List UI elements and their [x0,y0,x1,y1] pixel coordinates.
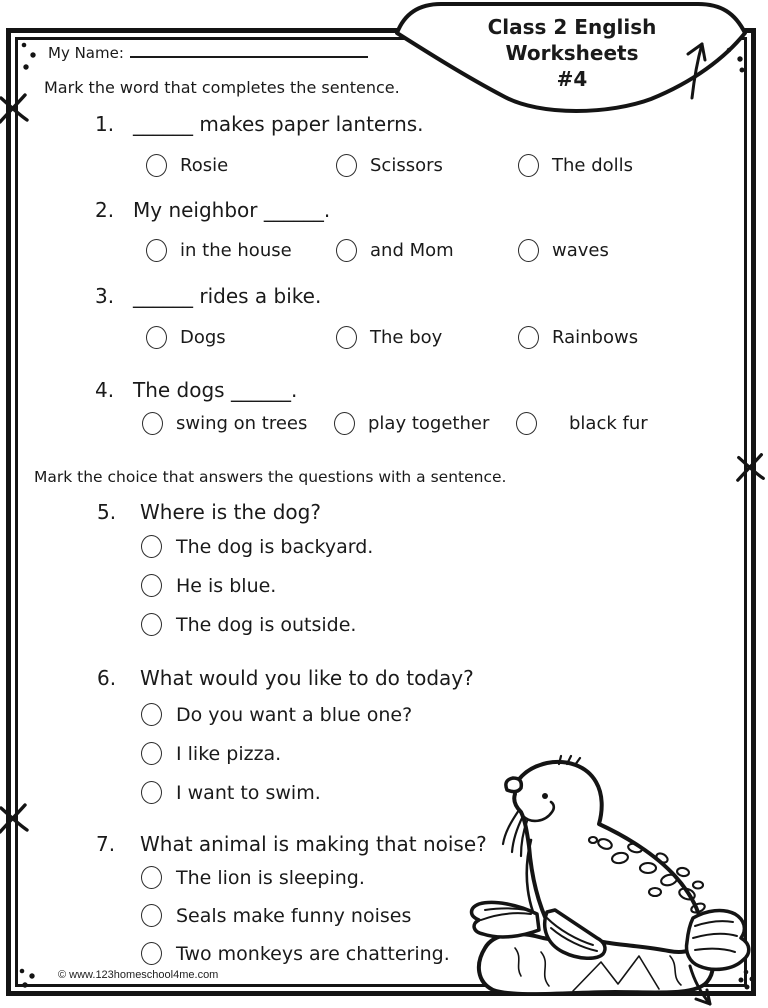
question-text: ______ makes paper lanterns. [133,112,424,136]
option [146,239,292,262]
option-bubble[interactable] [141,574,162,597]
x-mark-icon [0,90,32,126]
option [334,412,489,435]
dots-decoration [18,966,38,990]
option-label: swing on trees [176,413,308,434]
option-label: The lion is sleeping. [176,866,365,889]
option-label: The dog is outside. [176,613,357,636]
question-text: The dogs ______. [133,378,298,402]
option [146,154,228,177]
option-bubble[interactable] [141,942,162,965]
option-label: Rosie [180,155,229,176]
title-line1: Class 2 English [487,15,657,39]
option-label: Scissors [370,155,443,176]
copyright-text: © www.123homeschool4me.com [58,969,219,981]
worksheet-title [428,14,716,92]
option-label: waves [552,240,609,261]
section2-instruction: Mark the choice that answers the questions with a sentence. [34,468,507,486]
title-line3: #4 [556,67,588,91]
option-bubble[interactable] [336,154,357,177]
question-number: 7. [96,832,116,856]
question-number: 2. [95,198,115,222]
option-bubble[interactable] [518,154,539,177]
option-bubble[interactable] [518,326,539,349]
option-label: He is blue. [176,574,277,597]
option-label: Dogs [180,327,226,348]
option-bubble[interactable] [336,239,357,262]
option [516,412,648,435]
option [141,904,411,927]
option-label: and Mom [370,240,454,261]
option [141,535,373,558]
option-bubble[interactable] [146,239,167,262]
seal-illustration [455,752,755,994]
name-label: My Name: [48,44,124,62]
question-number: 6. [97,666,117,690]
option-bubble[interactable] [146,326,167,349]
option [336,239,454,262]
option-label: I want to swim. [176,781,321,804]
option [141,742,281,765]
option-bubble[interactable] [141,742,162,765]
option-label: The boy [370,327,443,348]
option-bubble[interactable] [142,412,163,435]
option-bubble[interactable] [141,866,162,889]
arrow-down-icon [672,962,724,1008]
question-number: 4. [95,378,115,402]
option-bubble[interactable] [141,703,162,726]
option-label: The dog is backyard. [176,535,374,558]
option-bubble[interactable] [516,412,537,435]
option [518,154,633,177]
question-number: 3. [95,284,115,308]
name-field [48,42,368,62]
option-label: Do you want a blue one? [176,703,413,726]
option [146,326,226,349]
option-label: black fur [569,413,648,434]
option-bubble[interactable] [141,535,162,558]
option [141,613,356,636]
option [141,866,365,889]
dots-decoration [736,968,756,992]
option-bubble[interactable] [518,239,539,262]
option-label: play together [368,413,490,434]
option-bubble[interactable] [141,781,162,804]
option [336,326,442,349]
option [518,239,609,262]
question-text: ______ rides a bike. [133,284,322,308]
question-number: 1. [95,112,115,136]
section1-instruction: Mark the word that completes the sentence. [44,78,400,97]
option [141,781,321,804]
option [518,326,638,349]
x-mark-icon [0,800,32,836]
question-text: Where is the dog? [140,500,321,524]
dots-decoration [724,45,746,75]
option [141,703,412,726]
question-text: My neighbor ______. [133,198,331,222]
option [336,154,443,177]
option-label: in the house [180,240,292,261]
option-bubble[interactable] [146,154,167,177]
option-bubble[interactable] [336,326,357,349]
x-mark-icon [734,450,768,484]
option-label: Two monkeys are chattering. [176,942,450,965]
dots-decoration [20,41,38,73]
option-label: Seals make funny noises [176,904,412,927]
option-bubble[interactable] [141,613,162,636]
question-number: 5. [97,500,117,524]
option-bubble[interactable] [141,904,162,927]
option [141,942,450,965]
option-label: Rainbows [552,327,639,348]
option-label: The dolls [552,155,634,176]
question-text: What animal is making that noise? [140,832,487,856]
title-line2: Worksheets [505,41,639,65]
name-input-line[interactable] [130,42,368,58]
option-bubble[interactable] [334,412,355,435]
option [142,412,307,435]
option [141,574,276,597]
option-label: I like pizza. [176,742,282,765]
question-text: What would you like to do today? [140,666,474,690]
